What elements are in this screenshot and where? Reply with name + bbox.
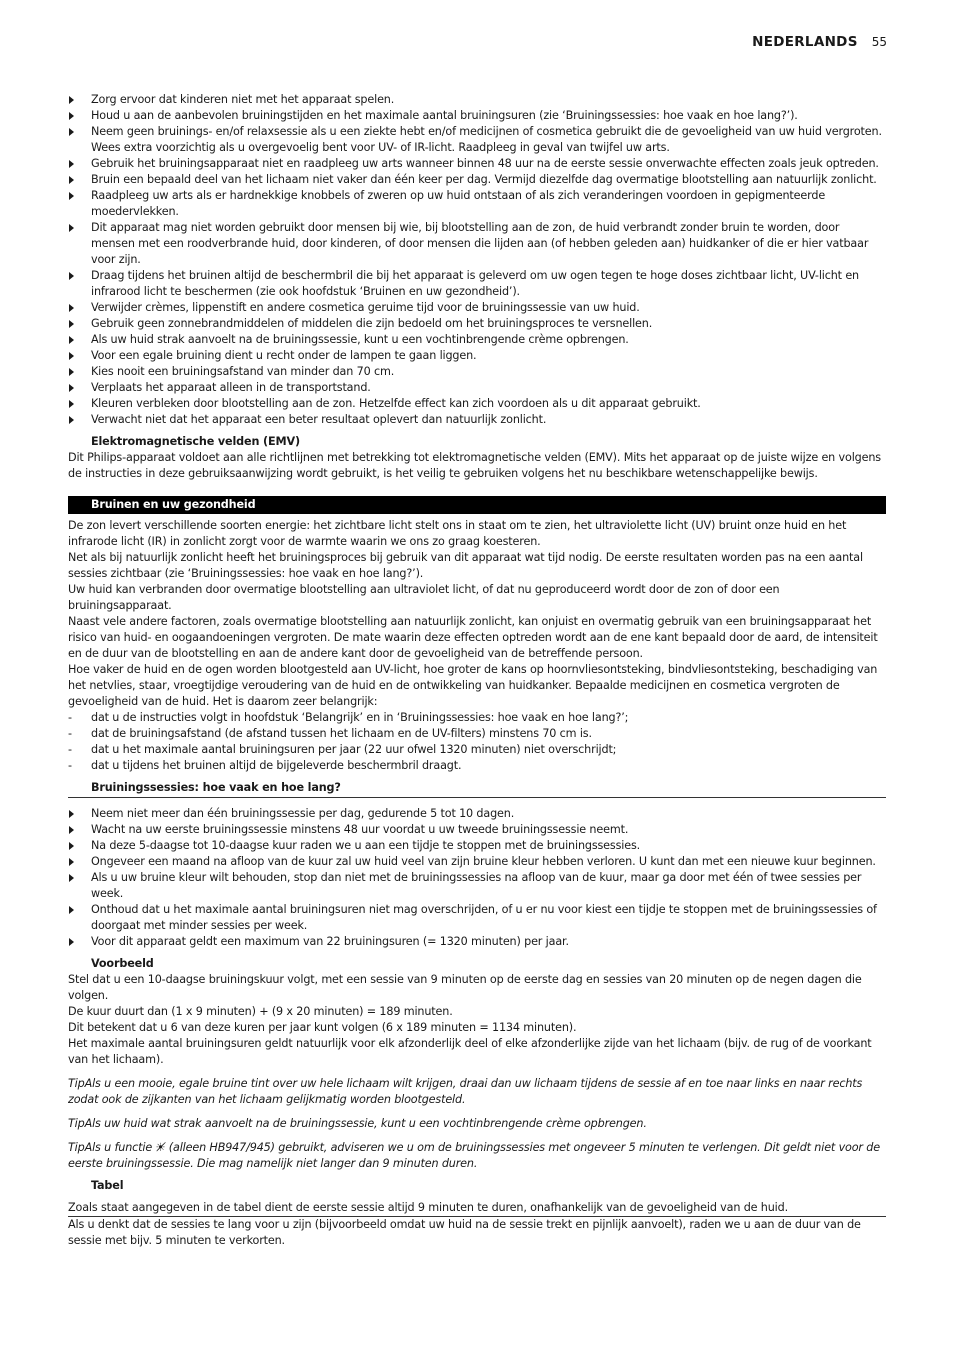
list-item: Verwijder crèmes, lippenstift en andere cosmetica geruime tijd voor de bruiningssessie van uw huid. — [68, 300, 886, 316]
list-item: Neem geen bruinings- en/of relaxsessie als u een ziekte hebt en/of medicijnen of cosmetica gebruikt die de gevoeligheid van uw huid vergroten. Wees extra voorzichtig als u overgevoelig bent voor UV- of IR-licht. Raadpleeg in geval van twijfel uw arts. — [68, 124, 886, 156]
tip-text: TipAls u functie ☀̸ (alleen HB947/945) gebruikt, adviseren we u om de bruiningssessies met ongeveer 5 minuten te verlengen. Dit geldt niet voor de eerste bruiningssessie. Die mag namelijk niet langer dan 9 minuten duren. — [68, 1141, 880, 1170]
list-item: Kies nooit een bruiningsafstand van minder dan 70 cm. — [68, 364, 886, 380]
page-number: 55 — [871, 35, 887, 49]
list-item: Draag tijdens het bruinen altijd de beschermbril die bij het apparaat is geleverd om uw ogen tegen te hoge doses zichtbaar licht, UV-licht en infrarood licht te beschermen (zie ook hoofdstuk ‘Bruinen en uw gezondheid’). — [68, 268, 886, 300]
health-section-heading: Bruinen en uw gezondheid — [68, 496, 886, 514]
example-paragraph: Stel dat u een 10-daagse bruiningskuur volgt, met een sessie van 9 minuten op de eerste dag en sessies van 20 minuten op de negen dagen die volgen. — [68, 973, 862, 1002]
warnings-list — [68, 92, 886, 428]
example-paragraph: Dit betekent dat u 6 van deze kuren per jaar kunt volgen (6 x 189 minuten = 1134 minuten). — [68, 1021, 577, 1034]
language-label: NEDERLANDS — [752, 34, 858, 50]
tip-text: TipAls uw huid wat strak aanvoelt na de bruiningssessie, kunt u een vochtinbrengende crème opbrengen. — [68, 1117, 647, 1130]
example-paragraph: De kuur duurt dan (1 x 9 minuten) + (9 x 20 minuten) = 189 minuten. — [68, 1005, 453, 1018]
list-item: Na deze 5-daagse tot 10-daagse kuur raden we u aan een tijdje te stoppen met de bruiningssessies. — [68, 838, 886, 854]
table-paragraph: Als u denkt dat de sessies te lang voor u zijn (bijvoorbeeld omdat uw huid na de sessie trekt en pijnlijk aanvoelt), raden we u aan de duur van de sessie met bijv. 5 minuten te verkorten. — [68, 1218, 861, 1247]
health-dash-list — [68, 710, 886, 774]
sessions-heading: Bruiningssessies: hoe vaak en hoe lang? — [68, 780, 886, 798]
list-item: Wacht na uw eerste bruiningssessie minstens 48 uur voordat u uw tweede bruiningssessie neemt. — [68, 822, 886, 838]
list-item: Voor een egale bruining dient u recht onder de lampen te gaan liggen. — [68, 348, 886, 364]
list-item: Ongeveer een maand na afloop van de kuur zal uw huid veel van zijn bruine kleur hebben verloren. U kunt dan met een nieuwe kuur beginnen. — [68, 854, 886, 870]
list-item: Zorg ervoor dat kinderen niet met het apparaat spelen. — [68, 92, 886, 108]
list-item: - dat u tijdens het bruinen altijd de bijgeleverde beschermbril draagt. — [68, 758, 886, 774]
list-item: - dat de bruiningsafstand (de afstand tussen het lichaam en de UV-filters) minstens 70 cm is. — [68, 726, 886, 742]
list-item: - dat u het maximale aantal bruiningsuren per jaar (22 uur ofwel 1320 minuten) niet overschrijdt; — [68, 742, 886, 758]
health-paragraph: Net als bij natuurlijk zonlicht heeft het bruiningsproces bij gebruik van dit apparaat wat tijd nodig. De eerste resultaten worden pas na een aantal sessies zichtbaar (zie ‘Bruiningssessies: hoe vaak en hoe lang?’). — [68, 551, 863, 580]
table-paragraph: Zoals staat aangegeven in de tabel dient de eerste sessie altijd 9 minuten te duren, onafhankelijk van de gevoeligheid van de huid. — [68, 1200, 886, 1217]
health-paragraph: Naast vele andere factoren, zoals overmatige blootstelling aan natuurlijk zonlicht, kan onjuist en overmatig gebruik van een bruiningsapparaat het risico van huid- en oogaandoeningen vergroten. De mate waarin deze effecten optreden wordt aan de ene kant bepaald door de aard, de intensiteit en de duur van de blootstelling en aan de andere kant door de gevoeligheid van de betreffende persoon. — [68, 615, 878, 660]
emv-text: Dit Philips-apparaat voldoet aan alle richtlijnen met betrekking tot elektromagnetische velden (EMV). Mits het apparaat op de juiste wijze en volgens de instructies in deze gebruiksaanwijzing wordt gebruikt, is het veilig te gebruiken volgens het nu beschikbare wetenschappelijke bewijs. — [68, 451, 881, 480]
list-item: Neem niet meer dan één bruiningssessie per dag, gedurende 5 tot 10 dagen. — [68, 806, 886, 822]
health-paragraph: Uw huid kan verbranden door overmatige blootstelling aan ultraviolet licht, of dat nu geproduceerd wordt door de zon of door een bruiningsapparaat. — [68, 583, 780, 612]
list-item: Dit apparaat mag niet worden gebruikt door mensen bij wie, bij blootstelling aan de zon, de huid verbrandt zonder bruin te worden, door mensen met een roodverbrande huid, door kinderen, of door mensen die lijden aan (of hebben geleden aan) huidkanker of die er hier vatbaar voor zijn. — [68, 220, 886, 268]
list-item: Als u uw bruine kleur wilt behouden, stop dan niet met de bruiningssessies na afloop van de kuur, maar ga door met één of twee sessies per week. — [68, 870, 886, 902]
list-item: Gebruik het bruiningsapparaat niet en raadpleeg uw arts wanneer binnen 48 uur na de eerste sessie onverwachte effecten zoals jeuk optreden. — [68, 156, 886, 172]
page-header — [752, 34, 887, 50]
example-paragraph: Het maximale aantal bruiningsuren geldt natuurlijk voor elk afzonderlijk deel of elke afzonderlijke zijde van het lichaam (bijv. de rug of de voorkant van het lichaam). — [68, 1037, 872, 1066]
table-heading: Tabel — [91, 1179, 124, 1192]
list-item: Gebruik geen zonnebrandmiddelen of middelen die zijn bedoeld om het bruiningsproces te versnellen. — [68, 316, 886, 332]
sessions-list — [68, 806, 886, 950]
list-item: Kleuren verbleken door blootstelling aan de zon. Hetzelfde effect kan zich voordoen als u dit apparaat gebruikt. — [68, 396, 886, 412]
emv-heading: Elektromagnetische velden (EMV) — [91, 435, 300, 448]
tip-text: TipAls u een mooie, egale bruine tint over uw hele lichaam wilt krijgen, draai dan uw lichaam tijdens de sessie af en toe naar links en naar rechts zodat ook de zijkanten van het lichaam gelijkmatig worden blootgesteld. — [68, 1077, 863, 1106]
list-item: Bruin een bepaald deel van het lichaam niet vaker dan één keer per dag. Vermijd diezelfde dag overmatige blootstelling aan natuurlijk zonlicht. — [68, 172, 886, 188]
list-item: - dat u de instructies volgt in hoofdstuk ‘Belangrijk’ en in ‘Bruiningssessies: hoe vaak en hoe lang?’; — [68, 710, 886, 726]
page-content — [68, 92, 886, 1249]
list-item: Voor dit apparaat geldt een maximum van 22 bruiningsuren (= 1320 minuten) per jaar. — [68, 934, 886, 950]
example-heading: Voorbeeld — [91, 957, 154, 970]
health-paragraph: Hoe vaker de huid en de ogen worden blootgesteld aan UV-licht, hoe groter de kans op hoornvliesontsteking, bindvliesontsteking, beschadiging van het netvlies, staar, vroegtijdige veroudering van de huid en de ontwikkeling van huidkanker. Bepaalde medicijnen en cosmetica vergroten de gevoeligheid van de huid. Het is daarom zeer belangrijk: — [68, 663, 878, 708]
list-item: Verwacht niet dat het apparaat een beter resultaat oplevert dan natuurlijk zonlicht. — [68, 412, 886, 428]
health-paragraph: De zon levert verschillende soorten energie: het zichtbare licht stelt ons in staat om te zien, het ultraviolette licht (UV) bruint onze huid en het infrarode licht (IR) in zonlicht zorgt voor de warmte waarin we ons zo graag koesteren. — [68, 519, 847, 548]
list-item: Verplaats het apparaat alleen in de transportstand. — [68, 380, 886, 396]
list-item: Houd u aan de aanbevolen bruiningstijden en het maximale aantal bruiningsuren (zie ‘Bruiningssessies: hoe vaak en hoe lang?’). — [68, 108, 886, 124]
list-item: Onthoud dat u het maximale aantal bruiningsuren niet mag overschrijden, of u er nu voor kiest een tijdje te stoppen met de bruiningssessies of doorgaat met minder sessies per week. — [68, 902, 886, 934]
list-item: Als uw huid strak aanvoelt na de bruiningssessie, kunt u een vochtinbrengende crème opbrengen. — [68, 332, 886, 348]
list-item: Raadpleeg uw arts als er hardnekkige knobbels of zweren op uw huid ontstaan of als zich veranderingen voordoen in gepigmenteerde moedervlekken. — [68, 188, 886, 220]
